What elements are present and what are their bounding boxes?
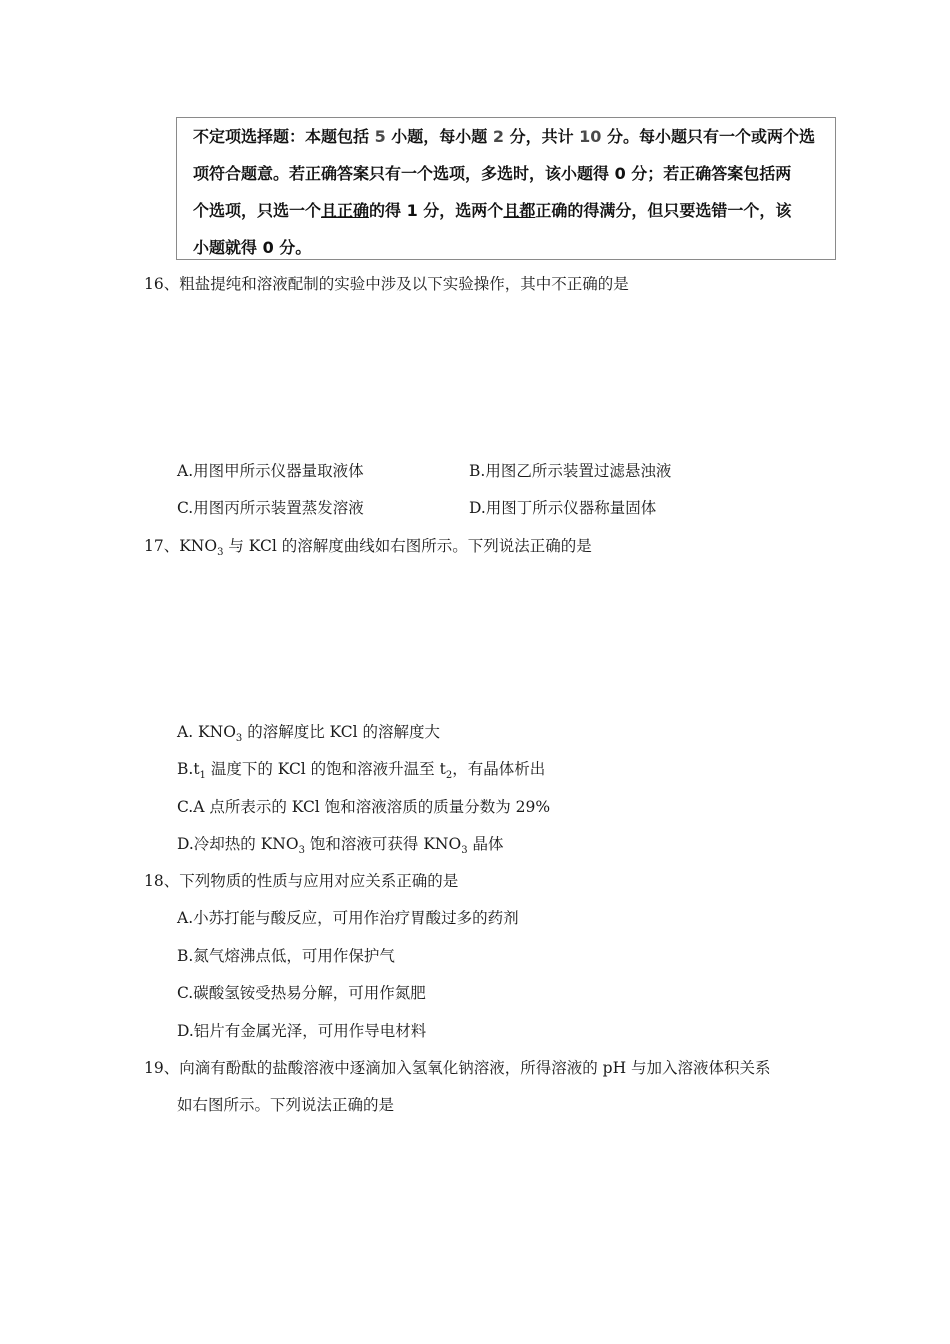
q16-option-a: A.用图甲所示仪器量取液体: [177, 462, 364, 480]
instructions-line-2: 项符合题意。若正确答案只有一个选项，多选时，该小题得 0 分；若正确答案包括两: [193, 164, 792, 183]
q17-option-c: C.A 点所表示的 KCl 饱和溶液溶质的质量分数为 29%: [177, 798, 551, 816]
q17-option-b: $B.t_1$ 温度下的 KCl 的饱和溶液升温至 $t_2$，有晶体析出: [177, 760, 546, 781]
q18-option-a: A.小苏打能与酸反应，可用作治疗胃酸过多的药剂: [177, 909, 519, 927]
q18-stem: 18、下列物质的性质与应用对应关系正确的是: [144, 872, 459, 890]
instructions-line-1: 不定项选择题：本题包括 5 小题，每小题 2 分，共计 10 分。每小题只有一个或两个选: [193, 127, 816, 146]
q18-option-b: B.氮气熔沸点低，可用作保护气: [177, 947, 395, 965]
instructions-line-3: 个选项，只选一个且正确的得 1 分，选两个且都正确的得满分，但只要选错一个，该: [193, 201, 792, 220]
q16-option-d: D.用图丁所示仪器称量固体: [469, 499, 657, 517]
q18-option-c: C.碳酸氢铵受热易分解，可用作氮肥: [177, 984, 426, 1002]
instructions-line-4: 小题就得 0 分。: [193, 238, 312, 257]
q16-option-c: C.用图丙所示装置蒸发溶液: [177, 499, 364, 517]
q17-option-a: A. $KNO_3$ 的溶解度比 KCl 的溶解度大: [177, 723, 441, 744]
q19-stem-line-1: 19、向滴有酚酞的盐酸溶液中逐滴加入氢氧化钠溶液，所得溶液的 pH 与加入溶液体积关系: [144, 1059, 771, 1077]
q16-option-b: B.用图乙所示装置过滤悬浊液: [469, 462, 672, 480]
q17-option-d: D.冷却热的 $KNO_3$ 饱和溶液可获得 $KNO_3$ 晶体: [177, 835, 504, 856]
instructions-box: [176, 117, 836, 260]
q17-stem: 17、$KNO_3$ 与 KCl 的溶解度曲线如右图所示。下列说法正确的是: [144, 537, 592, 558]
q16-stem: 16、粗盐提纯和溶液配制的实验中涉及以下实验操作，其中不正确的是: [144, 275, 629, 293]
q19-stem-line-2: 如右图所示。下列说法正确的是: [177, 1096, 395, 1114]
q18-option-d: D.铝片有金属光泽，可用作导电材料: [177, 1022, 427, 1040]
